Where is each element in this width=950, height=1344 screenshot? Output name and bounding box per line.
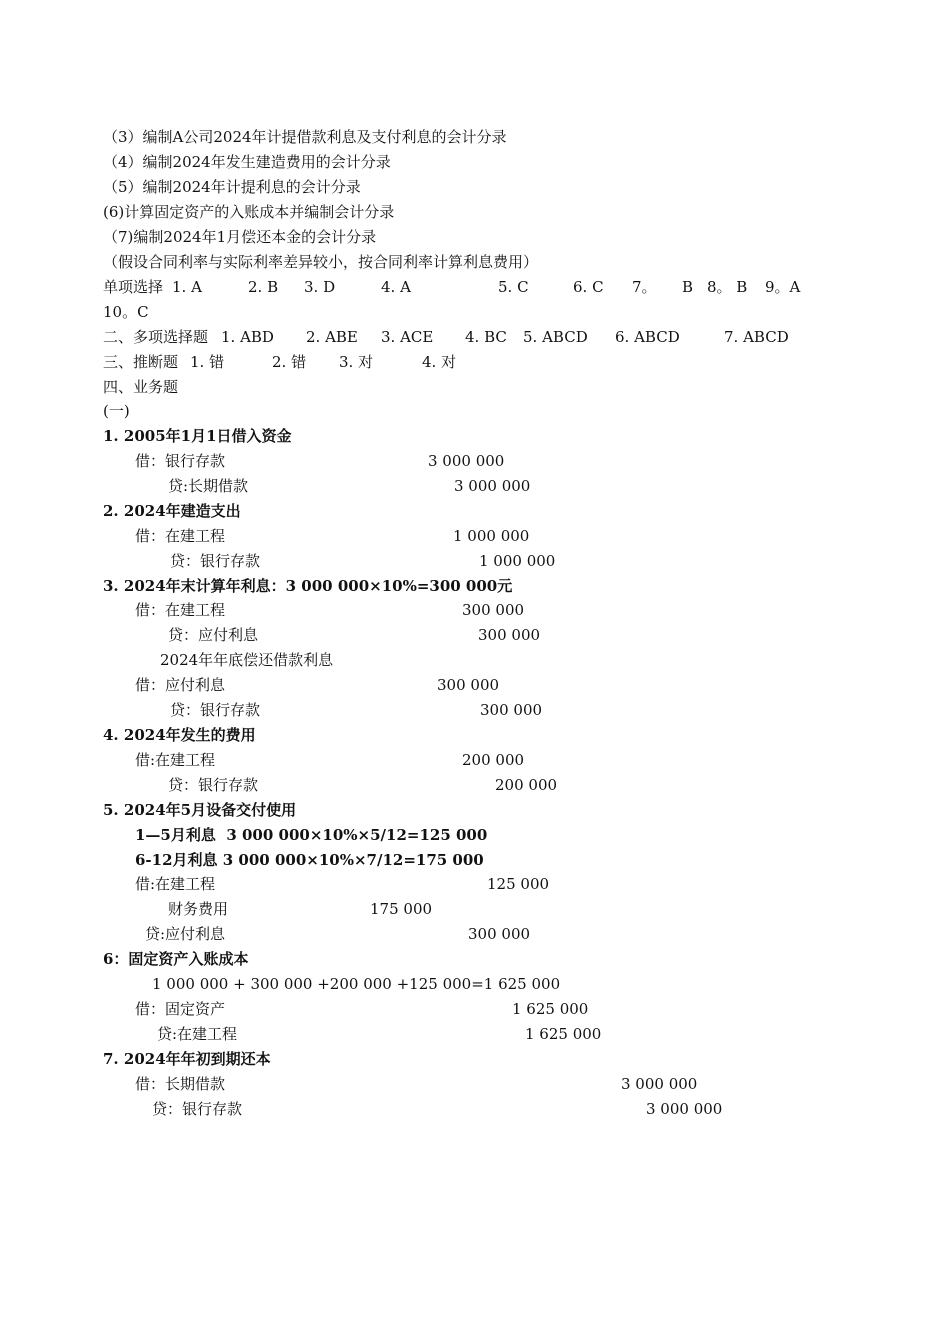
answer-item: 4. 对 (422, 353, 457, 371)
account-name: 贷:在建工程 (157, 1025, 238, 1043)
amount: 300 000 (468, 925, 531, 943)
amount: 175 000 (370, 900, 433, 918)
account-name: 贷:长期借款 (168, 477, 249, 495)
answer-item: 6. ABCD (615, 328, 680, 346)
answer-item: 4. A (381, 278, 411, 296)
calculation-line: 1 000 000 + 300 000 +200 000 +125 000=1 625 000 (152, 975, 561, 993)
account-name: 贷:应付利息 (145, 925, 226, 943)
entry-title: 3. 2024年末计算年利息：3 000 000×10%=300 000元 (103, 577, 513, 595)
account-name: 贷：银行存款 (168, 776, 259, 794)
answer-item: 7. ABCD (724, 328, 789, 346)
answer-item: 7。 (632, 278, 657, 296)
entry-title: 7. 2024年年初到期还本 (103, 1050, 271, 1068)
answer-item: 3. 对 (339, 353, 374, 371)
answer-item: B (682, 278, 694, 296)
answer-item: 5. C (498, 278, 529, 296)
answer-item: 4. BC (465, 328, 507, 346)
amount: 300 000 (437, 676, 500, 694)
answer-item: 9。A (765, 278, 801, 296)
amount: 300 000 (462, 601, 525, 619)
answer-item: 3. D (304, 278, 336, 296)
amount: 125 000 (487, 875, 550, 893)
answer-item: 5. ABCD (523, 328, 588, 346)
account-name: 贷：应付利息 (168, 626, 259, 644)
amount: 3 000 000 (646, 1100, 723, 1118)
account-name: 借：在建工程 (135, 527, 226, 545)
part-label: (一) (103, 402, 130, 420)
amount: 3 000 000 (428, 452, 505, 470)
account-name: 借：长期借款 (135, 1075, 226, 1093)
question-3: （3）编制A公司2024年计提借款利息及支付利息的会计分录 (103, 128, 507, 146)
question-6: (6)计算固定资产的入账成本并编制会计分录 (103, 203, 395, 221)
answer-item: 8。 B (707, 278, 748, 296)
answer-item: 1. ABD (221, 328, 274, 346)
amount: 1 000 000 (479, 552, 556, 570)
question-4: （4）编制2024年发生建造费用的会计分录 (103, 153, 391, 171)
answer-item: 1. 错 (190, 353, 225, 371)
account-name: 借:在建工程 (135, 875, 216, 893)
calculation-line: 6-12月利息 3 000 000×10%×7/12=175 000 (135, 851, 484, 869)
answer-item: 2. ABE (306, 328, 358, 346)
calculation-line: 1—5月利息 3 000 000×10%×5/12=125 000 (135, 826, 488, 844)
entry-title: 1. 2005年1月1日借入资金 (103, 427, 292, 445)
entry-title: 5. 2024年5月设备交付使用 (103, 801, 297, 819)
amount: 300 000 (480, 701, 543, 719)
amount: 3 000 000 (621, 1075, 698, 1093)
account-name: 贷：银行存款 (170, 552, 261, 570)
amount: 1 625 000 (512, 1000, 589, 1018)
answer-item: 6. C (573, 278, 604, 296)
answer-item: 2. B (248, 278, 279, 296)
account-name: 贷：银行存款 (170, 701, 261, 719)
multiple-choice-label: 二、多项选择题 (103, 328, 209, 346)
account-name: 借：应付利息 (135, 676, 226, 694)
amount: 200 000 (462, 751, 525, 769)
amount: 1 625 000 (525, 1025, 602, 1043)
account-name: 借：在建工程 (135, 601, 226, 619)
account-name: 借:在建工程 (135, 751, 216, 769)
account-name: 借：固定资产 (135, 1000, 226, 1018)
judgement-label: 三、推断题 (103, 353, 179, 371)
account-name: 财务费用 (168, 900, 229, 918)
amount: 200 000 (495, 776, 558, 794)
question-7: （7)编制2024年1月偿还本金的会计分录 (103, 228, 377, 246)
amount: 1 000 000 (453, 527, 530, 545)
entry-subtitle: 2024年年底偿还借款利息 (160, 651, 334, 669)
amount: 3 000 000 (454, 477, 531, 495)
entry-title: 6：固定资产入账成本 (103, 950, 249, 968)
answer-item: 10。C (103, 303, 149, 321)
entry-title: 4. 2024年发生的费用 (103, 726, 256, 744)
amount: 300 000 (478, 626, 541, 644)
account-name: 借：银行存款 (135, 452, 226, 470)
single-choice-label: 单项选择 (103, 278, 164, 296)
answer-item: 1. A (172, 278, 202, 296)
question-5: （5）编制2024年计提利息的会计分录 (103, 178, 361, 196)
assumption-note: （假设合同利率与实际利率差异较小，按合同利率计算利息费用） (103, 253, 539, 271)
account-name: 贷：银行存款 (152, 1100, 243, 1118)
business-heading: 四、业务题 (103, 378, 179, 396)
answer-item: 3. ACE (381, 328, 434, 346)
answer-item: 2. 错 (272, 353, 307, 371)
entry-title: 2. 2024年建造支出 (103, 502, 241, 520)
